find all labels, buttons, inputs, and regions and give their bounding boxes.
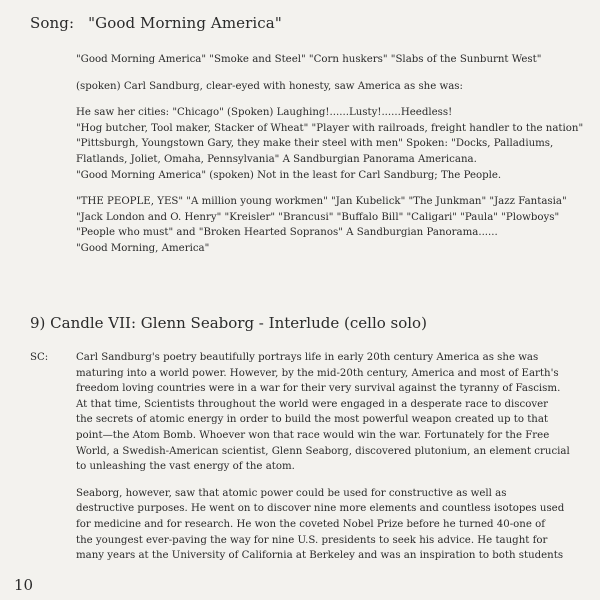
narration-line: Seaborg, however, saw that atomic power could be used for constructive as well as (76, 487, 507, 499)
lyric-line: "Pittsburgh, Youngstown Gary, they make their steel with men" Spoken: "Docks, Palladiums, (76, 138, 554, 150)
page-number: 10 (14, 576, 34, 594)
narration-line: for medicine and for research. He won the coveted Nobel Prize before he turned 40-one of (76, 518, 546, 530)
narration-block (30, 350, 586, 564)
narration-line: World, a Swedish-American scientist, Glenn Seaborg, discovered plutonium, an element crucial (76, 445, 570, 457)
narration-line: to unleashing the vast energy of the atom. (76, 461, 295, 473)
narration-line: maturing into a world power. However, by the mid-20th century, America and most of Earth's (76, 367, 559, 379)
song-title: "Good Morning America" (88, 14, 282, 32)
lyric-line: "Hog butcher, Tool maker, Stacker of Wheat" "Player with railroads, freight handler to the nation" (76, 122, 584, 134)
lyrics-block (76, 52, 586, 257)
lyric-line: He saw her cities: "Chicago" (Spoken) Laughing!......Lusty!......Heedless! (76, 107, 453, 119)
narration-line: many years at the University of California at Berkeley and was an inspiration to both students (76, 550, 564, 562)
narration-line: freedom loving countries were in a war for their very survival against the tyranny of Fascism. (76, 383, 561, 395)
lyric-line: "THE PEOPLE, YES" "A million young workmen" "Jan Kubelick" "The Junkman" "Jazz Fantasia" (76, 196, 567, 208)
lyric-line: "People who must" and "Broken Hearted Sopranos" A Sandburgian Panorama...... (76, 227, 498, 239)
narration-line: destructive purposes. He went on to discover nine more elements and countless isotopes used (76, 503, 565, 515)
lyric-line: "Good Morning America" "Smoke and Steel" "Corn huskers" "Slabs of the Sunburnt West" (76, 54, 542, 65)
lyric-line: "Good Morning America" (spoken) Not in the least for Carl Sandburg; The People. (76, 169, 502, 181)
narration-line: the secrets of atomic energy in order to build the most powerful weapon created up to that (76, 414, 549, 426)
lyric-line: (spoken) Carl Sandburg, clear-eyed with honesty, saw America as she was: (76, 80, 463, 92)
song-heading (30, 14, 282, 32)
song-label: Song: (30, 14, 75, 32)
narration-line: Carl Sandburg's poetry beautifully portrays life in early 20th century America as she was (76, 352, 539, 363)
lyric-line: Flatlands, Joliet, Omaha, Pennsylvania" A Sandburgian Panorama Americana. (76, 153, 477, 165)
speaker-label: SC: (30, 352, 49, 363)
lyric-line: "Good Morning, America" (76, 242, 210, 254)
narration-line: point—the Atom Bomb. Whoever won that race would win the war. Fortunately for the Free (76, 429, 550, 441)
lyric-line: "Jack London and O. Henry" "Kreisler" "Brancusi" "Buffalo Bill" "Caligari" "Paula" "Plowboys" (76, 211, 560, 223)
section-heading: 9) Candle VII: Glenn Seaborg - Interlude (cello solo) (30, 314, 427, 332)
narration-line: At that time, Scientists throughout the world were engaged in a desperate race to discover (76, 398, 549, 410)
narration-body (76, 350, 586, 564)
narration-line: the youngest ever-paving the way for nine U.S. presidents to seek his advice. He taught for (76, 534, 548, 546)
